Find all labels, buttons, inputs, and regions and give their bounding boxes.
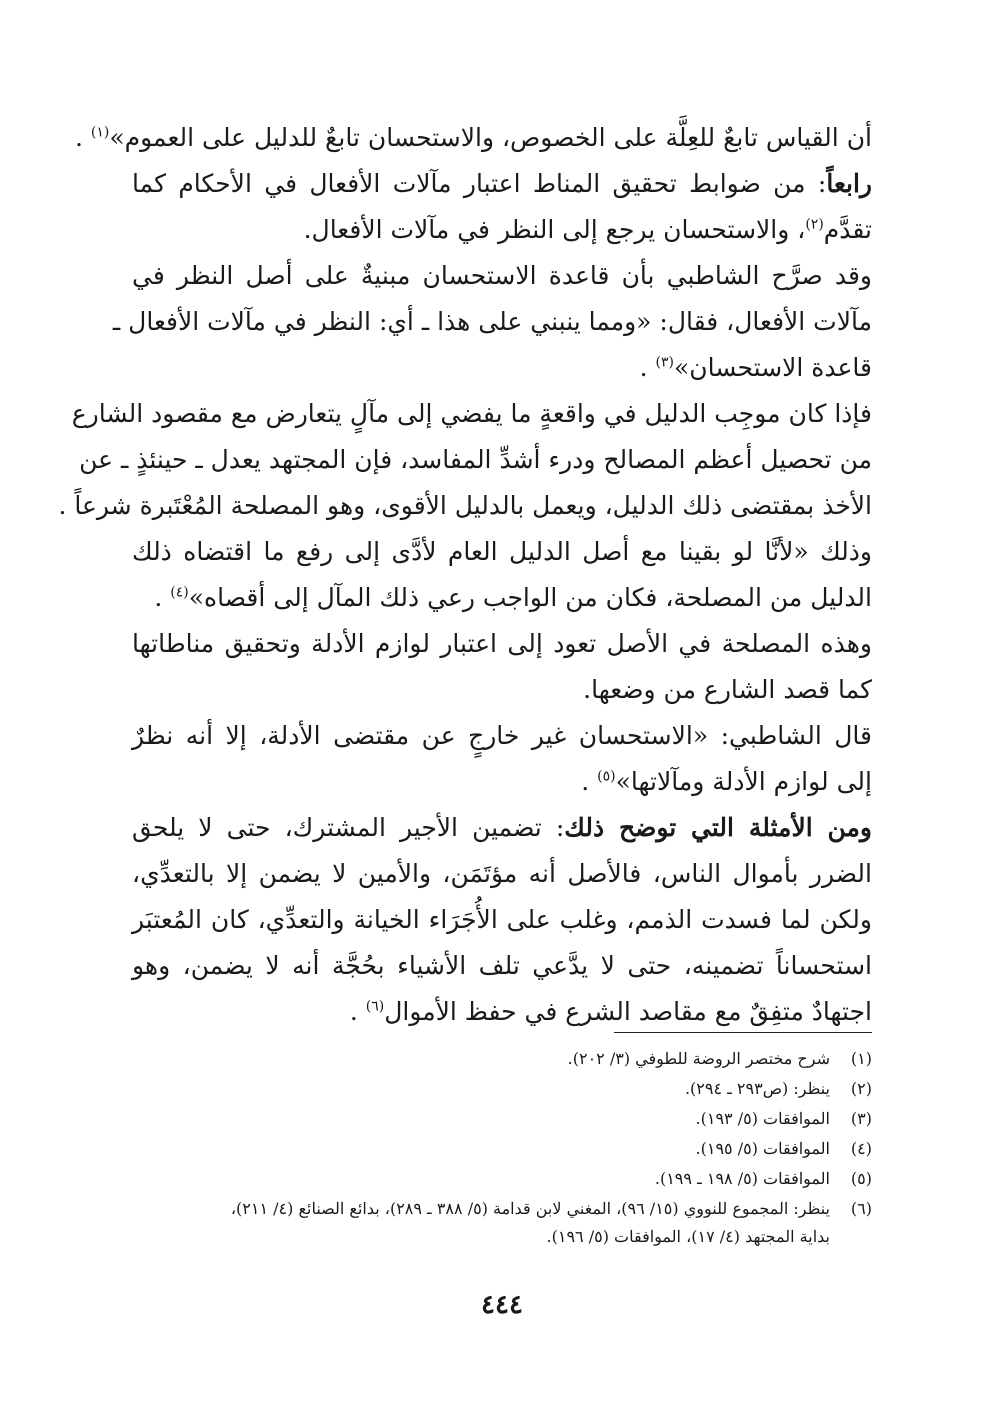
text-span: . [581, 767, 598, 796]
text-line: من تحصيل أعظم المصالح ودرء أشدِّ المفاسد، فإن المجتهد يعدل ـ حينئذٍ ـ عن [79, 445, 872, 474]
page-number: ٤٤٤ [481, 1290, 523, 1320]
text-span: إلى لوازم الأدلة ومآلاتها» [615, 767, 872, 796]
text-line: الأخذ بمقتضى ذلك الدليل، ويعمل بالدليل الأقوى، وهو المصلحة المُعْتَبرة شرعاً . [58, 491, 872, 520]
text-line [132, 808, 872, 848]
text-line [74, 118, 872, 158]
text-line: كما قصد الشارع من وضعها. [583, 675, 872, 704]
text-span: أن القياس تابعٌ للعِلَّة على الخصوص، والاستحسان تابعٌ للدليل على العموم» [109, 123, 872, 152]
text-line: فإذا كان موجِب الدليل في واقعةٍ ما يفضي إلى مآلٍ يتعارض مع مقصود الشارع [71, 399, 872, 428]
footnote-ref[interactable]: (١) [90, 124, 110, 141]
footnote-continuation: بداية المجتهد (٤/ ١٧)، الموافقات (٥/ ١٩٦). [546, 1227, 830, 1246]
footnote-ref[interactable]: (٤) [170, 584, 189, 601]
footnote-text: الموافقات (٥/ ١٩٣). [695, 1109, 830, 1128]
footnote-ref[interactable]: (٥) [597, 768, 616, 785]
text-span: ، والاستحسان يرجع إلى النظر في مآلات الأفعال. [303, 215, 806, 244]
footnote-text: ينظر: (ص٢٩٣ ـ ٢٩٤). [684, 1079, 830, 1098]
text-span: قاعدة الاستحسان» [673, 353, 872, 382]
footnote-number: (٤) [850, 1139, 872, 1158]
footnote-number: (٢) [850, 1079, 872, 1098]
footnote-item [132, 1106, 872, 1132]
footnote-item [132, 1076, 872, 1102]
text-line [132, 762, 872, 802]
text-line: وهذه المصلحة في الأصل تعود إلى اعتبار لوازم الأدلة وتحقيق مناطاتها [132, 629, 872, 658]
footnote-text: شرح مختصر الروضة للطوفي (٣/ ٢٠٢). [567, 1049, 830, 1068]
footnote-number: (٦) [850, 1199, 872, 1218]
text-line [132, 164, 872, 204]
footnote-item [132, 1136, 872, 1162]
text-span: الدليل من المصلحة، فكان من الواجب رعي ذلك المآل إلى أقصاه» [188, 583, 872, 612]
text-span: اجتهادٌ متفِقٌ مع مقاصد الشرع في حفظ الأموال [384, 997, 872, 1026]
footnote-ref[interactable]: (٣) [655, 354, 674, 371]
text-line: مآلات الأفعال، فقال: «ومما ينبني على هذا ـ أي: النظر في مآلات الأفعال ـ [112, 307, 872, 336]
text-line: وقد صرَّح الشاطبي بأن قاعدة الاستحسان مبنيةٌ على أصل النظر في [132, 261, 872, 290]
text-span: . [639, 353, 656, 382]
footnote-ref[interactable]: (٦) [365, 998, 385, 1015]
text-line: استحساناً تضمينه، حتى لا يدَّعي تلف الأشياء بحُجَّة أنه لا يضمن، وهو [132, 951, 872, 980]
footnote-text: الموافقات (٥/ ١٩٥). [695, 1139, 830, 1158]
text-line: ولكن لما فسدت الذمم، وغلب على الأُجَرَاء الخيانة والتعدِّي، كان المُعتبَر [132, 905, 872, 934]
footnote-text: الموافقات (٥/ ١٩٨ ـ ١٩٩). [654, 1169, 830, 1188]
footnote-text: ينظر: المجموع للنووي (١٥/ ٩٦)، المغني لابن قدامة (٥/ ٣٨٨ ـ ٢٨٩)، بدائع الصنائع (٤/ ٢١١)، [230, 1199, 830, 1218]
text-line [132, 578, 872, 618]
footnote-number: (٣) [850, 1109, 872, 1128]
footnote-number: (٥) [850, 1169, 872, 1188]
text-line [132, 210, 872, 250]
footnote-divider [614, 1032, 872, 1033]
text-line [132, 348, 872, 388]
bold-heading: ومن الأمثلة التي توضح ذلك [564, 813, 872, 842]
text-span: : من ضوابط تحقيق المناط اعتبار مآلات الأفعال في الأحكام كما [132, 169, 827, 198]
text-span: تقدَّم [823, 215, 872, 244]
text-span: . [349, 997, 366, 1026]
footnote-item [132, 1166, 872, 1192]
text-line [132, 992, 872, 1032]
text-span: . [74, 123, 91, 152]
footnote-item [132, 1046, 872, 1072]
text-line: وذلك «لأنَّا لو بقينا مع أصل الدليل العام لأدَّى إلى رفع ما اقتضاه ذلك [132, 537, 872, 566]
bold-heading: رابعاً [826, 169, 872, 198]
text-span: . [154, 583, 171, 612]
footnote-item [132, 1196, 872, 1222]
text-line: قال الشاطبي: «الاستحسان غير خارجٍ عن مقتضى الأدلة، إلا أنه نظرٌ [132, 721, 872, 750]
text-span: : تضمين الأجير المشترك، حتى لا يلحق [132, 813, 565, 842]
footnote-number: (١) [850, 1049, 872, 1068]
text-line: الضرر بأموال الناس، فالأصل أنه مؤتَمَن، والأمين لا يضمن إلا بالتعدِّي، [132, 859, 872, 888]
footnote-ref[interactable]: (٢) [805, 216, 824, 233]
